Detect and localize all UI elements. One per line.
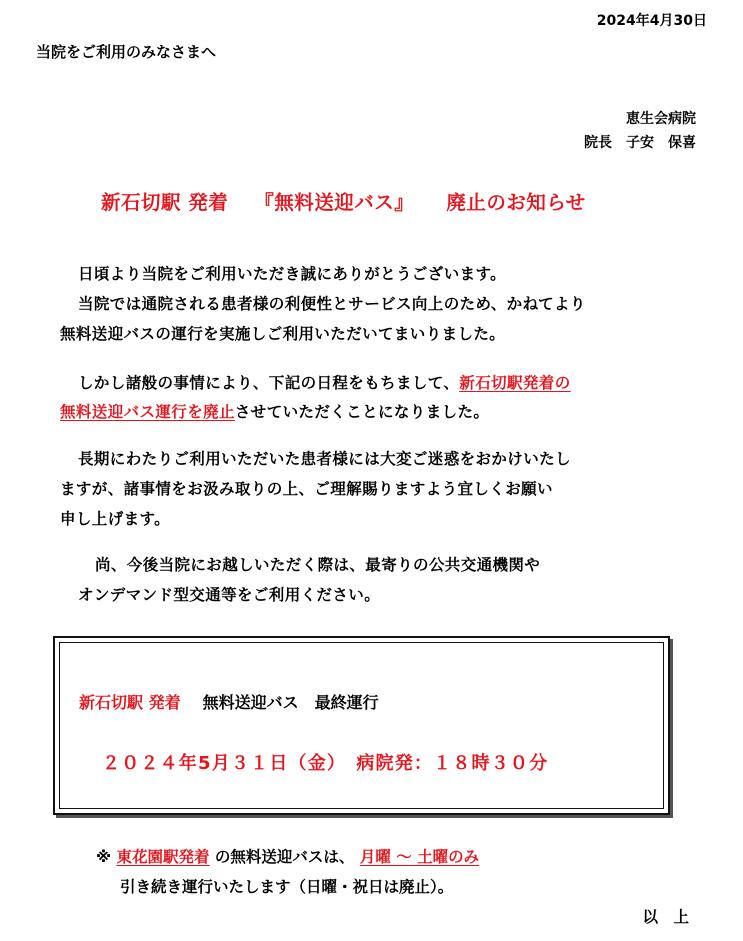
paragraph-2-line-1: しかし諸般の事情により、下記の日程をもちまして、新石切駅発着の (78, 374, 571, 392)
paragraph-3-line-3: 申し上げます。 (60, 510, 171, 528)
paragraph-3-line-1: 長期にわたりご利用いただいた患者様には大変ご迷惑をおかけいたし (78, 450, 571, 468)
box-heading-station: 新石切駅 発着 (79, 693, 181, 712)
note-days: 月曜 ～ 土曜のみ (359, 848, 480, 866)
last-run-box-inner (59, 642, 664, 809)
paragraph-4-line-1: 尚、今後当院にお越しいただく際は、最寄りの公共交通機関や (95, 556, 541, 574)
title-abolition: 廃止のお知らせ (446, 191, 586, 214)
title-service: 『無料送迎バス』 (254, 191, 415, 214)
addressee: 当院をご利用のみなさまへ (36, 43, 217, 61)
paragraph-1-line-2: 当院では通院される患者様の利便性とサービス向上のため、かねてより (78, 295, 586, 313)
highlight-abolition: 無料送迎バス運行を廃止 (60, 403, 235, 421)
paragraph-4-line-2: オンデマンド型交通等をご利用ください。 (78, 586, 381, 604)
paragraph-1-line-3: 無料送迎バスの運行を実施しご利用いただいてまいりました。 (60, 325, 506, 343)
note-line-1: ※ 東花園駅発着 の無料送迎バスは、 月曜 ～ 土曜のみ (96, 848, 480, 866)
note-line-2: 引き続き運行いたします（日曜・祝日は廃止）。 (120, 878, 454, 896)
closing-mark: 以 上 (642, 908, 689, 926)
last-run-box (53, 636, 670, 815)
note-station: 東花園駅発着 (116, 848, 210, 866)
sender-title-name: 院長 子安 保喜 (584, 135, 696, 151)
last-run-datetime: ２０２４年5月３１日（金） 病院発：１８時３０分 (102, 753, 549, 774)
paragraph-2-line-2: 無料送迎バス運行を廃止させていただくことになりました。 (60, 403, 490, 421)
highlight-station: 新石切駅発着の (459, 374, 571, 392)
paragraph-1-line-1: 日頃より当院をご利用いただき誠にありがとうございます。 (78, 265, 507, 283)
box-heading (79, 690, 379, 713)
paragraph-3-line-2: ますが、諸事情をお汲み取りの上、ご理解賜りますよう宜しくお願い (60, 480, 553, 498)
sender-organization: 恵生会病院 (626, 111, 696, 127)
note-mark: ※ (96, 848, 112, 866)
document-date: 2024年4月30日 (596, 13, 707, 29)
notice-title (101, 187, 586, 215)
box-heading-service: 無料送迎バス 最終運行 (202, 693, 379, 712)
title-station: 新石切駅 発着 (101, 191, 229, 214)
